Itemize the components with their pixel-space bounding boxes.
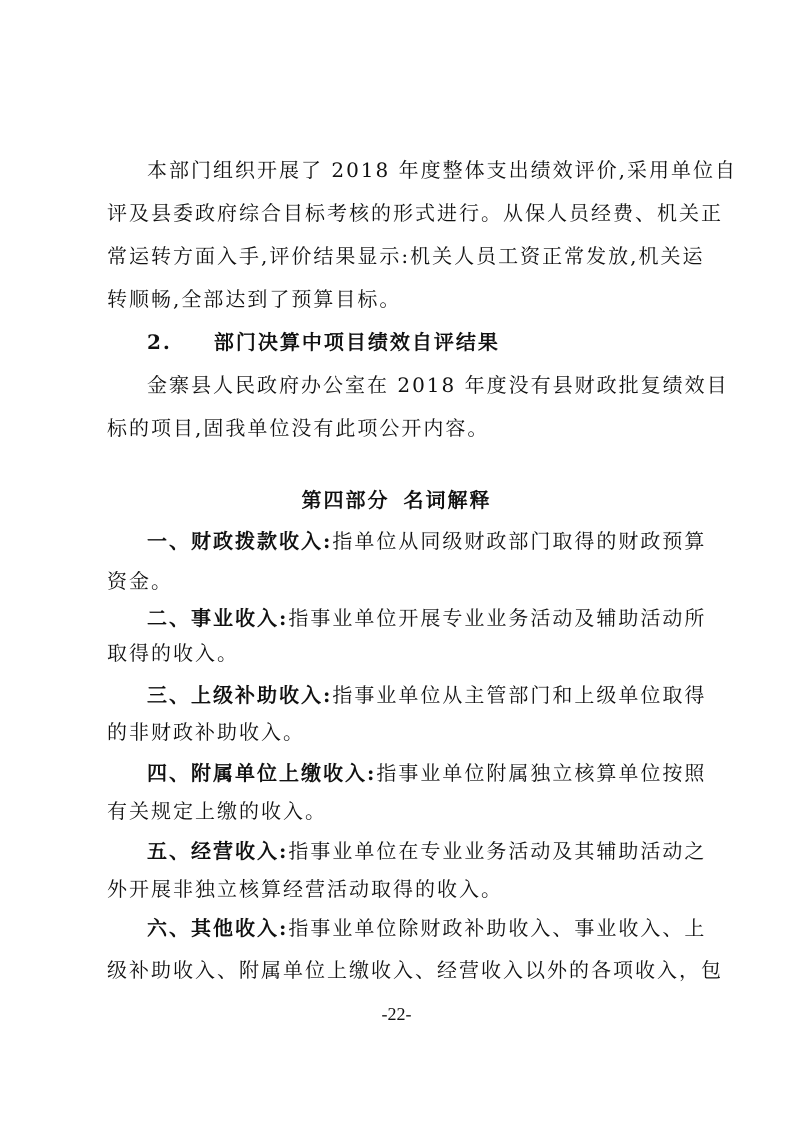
definition-1 [147, 527, 707, 555]
section-2-heading [147, 328, 500, 356]
paragraph-1-line-3: 常运转方面入手,评价结果显示:机关人员工资正常发放,机关运 [107, 244, 705, 268]
definition-5-text: 指事业单位在专业业务活动及其辅助活动之 [288, 839, 707, 863]
definition-4 [147, 759, 707, 787]
part-4-title: 名词解释 [403, 488, 492, 512]
definition-2-continuation: 取得的收入。 [107, 641, 239, 665]
paragraph-1-line-1: 本部门组织开展了 2018 年度整体支出绩效评价,采用单位自 [147, 158, 737, 182]
definition-6-text: 指事业单位除财政补助收入、事业收入、上 [288, 916, 707, 940]
part-4-heading [0, 486, 793, 514]
definition-2-term: 二、事业收入: [147, 606, 289, 630]
definition-4-term: 四、附属单位上缴收入: [147, 761, 377, 785]
paragraph-1-line-4: 转顺畅,全部达到了预算目标。 [107, 287, 402, 311]
paragraph-2-line-2: 标的项目,固我单位没有此项公开内容。 [107, 416, 490, 440]
definition-3-term: 三、上级补助收入: [147, 683, 333, 707]
page-number: -22- [381, 1004, 412, 1024]
definition-5-continuation: 外开展非独立核算经营活动取得的收入。 [107, 877, 503, 901]
section-2-title: 部门决算中项目绩效自评结果 [213, 330, 500, 354]
definition-1-continuation: 资金。 [107, 569, 173, 593]
definition-5 [147, 837, 707, 865]
definition-4-text: 指事业单位附属独立核算单位按照 [376, 761, 707, 785]
part-4-label: 第四部分 [301, 488, 390, 512]
definition-2-text: 指事业单位开展专业业务活动及辅助活动所 [288, 606, 707, 630]
definition-5-term: 五、经营收入: [147, 839, 289, 863]
definition-2 [147, 604, 707, 632]
definition-1-term: 一、财政拨款收入: [147, 529, 333, 553]
definition-6 [147, 914, 707, 942]
definition-3 [147, 681, 707, 709]
definition-3-text: 指事业单位从主管部门和上级单位取得 [332, 683, 707, 707]
definition-6-term: 六、其他收入: [147, 916, 289, 940]
definition-6-continuation: 级补助收入、附属单位上缴收入、经营收入以外的各项收入，包 [107, 958, 723, 982]
definition-3-continuation: 的非财政补助收入。 [107, 720, 305, 744]
paragraph-1-line-2: 评及县委政府综合目标考核的形式进行。从保人员经费、机关正 [107, 201, 723, 225]
paragraph-2-line-1: 金寨县人民政府办公室在 2018 年度没有县财政批复绩效目 [147, 373, 729, 397]
definition-1-text: 指单位从同级财政部门取得的财政预算 [332, 529, 707, 553]
section-2-number: 2. [147, 330, 172, 354]
definition-4-continuation: 有关规定上缴的收入。 [107, 799, 327, 823]
